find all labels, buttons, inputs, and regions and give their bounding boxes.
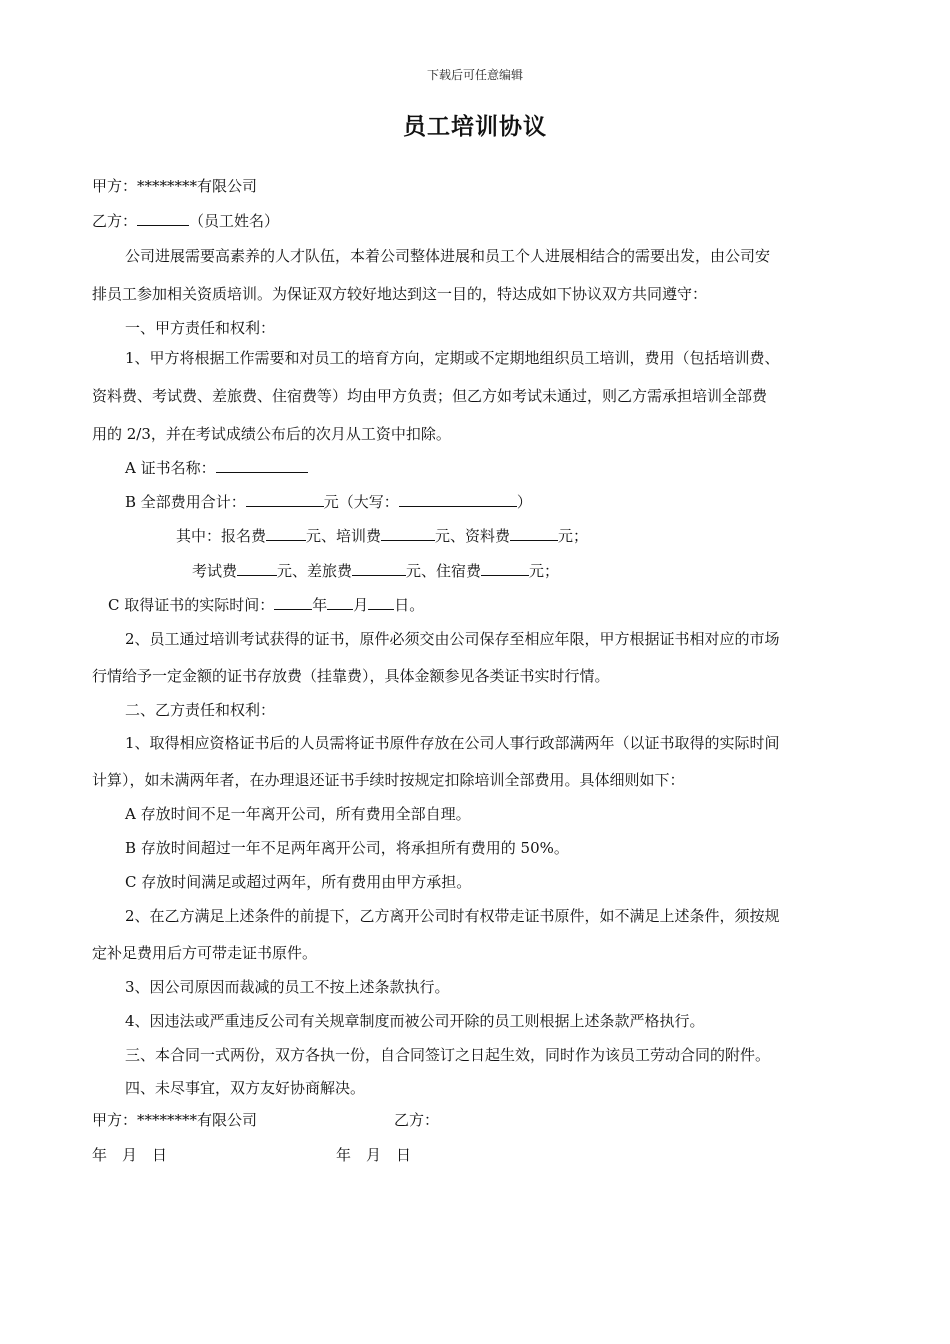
s2-item2-line-2: 定补足费用后方可带走证书原件。 — [92, 944, 318, 962]
cost-row-1 — [176, 526, 946, 546]
intro-line-1: 公司进展需要高素养的人才队伍，本着公司整体进展和员工个人进展相结合的需要出发，由公司安 — [125, 247, 771, 265]
total-cost-line — [125, 492, 895, 512]
s2-item1-line-1: 1、取得相应资格证书后的人员需将证书原件存放在公司人事行政部满两年（以证书取得的实际时间 — [125, 734, 780, 752]
year-label: 年 — [312, 596, 328, 614]
s2-item1-line-2: 计算），如未满两年者，在办理退还证书手续时按规定扣除培训全部费用。具体细则如下： — [92, 771, 685, 789]
date-party-b: 年 月 日 — [336, 1146, 412, 1164]
header-note: 下载后可任意编辑 — [426, 68, 523, 82]
travel-fee-blank — [352, 561, 406, 576]
total-cost-label: B 全部费用合计： — [125, 493, 246, 511]
section1-title: 一、甲方责任和权利： — [125, 319, 276, 337]
s2-item2-line-1: 2、在乙方满足上述条件的前提下，乙方离开公司时有权带走证书原件，如不满足上述条件，须按规 — [125, 907, 780, 925]
year-blank — [274, 595, 312, 610]
cost-row-2-end: 元； — [529, 562, 560, 580]
s2-rule-b: B 存放时间超过一年不足两年离开公司，将承担所有费用的 50%。 — [125, 839, 569, 857]
total-cost-blank — [246, 492, 324, 507]
party-a-line: 甲方：********有限公司 — [92, 177, 258, 195]
s1-item2-line-1: 2、员工通过培训考试获得的证书，原件必须交由公司保存至相应年限，甲方根据证书相对应的市场 — [125, 630, 780, 648]
month-blank — [327, 595, 353, 610]
total-cost-words-blank — [399, 492, 517, 507]
cert-name-line — [125, 458, 895, 478]
exam-fee-blank — [237, 561, 277, 576]
actual-time-label: C 取得证书的实际时间： — [108, 596, 275, 614]
exam-fee-label: 考试费 — [192, 562, 238, 580]
material-fee-label: 元、资料费 — [435, 527, 511, 545]
signature-party-a: 甲方：********有限公司 — [92, 1111, 258, 1129]
date-party-a: 年 月 日 — [92, 1146, 168, 1164]
training-fee-blank — [381, 526, 435, 541]
s2-item3: 3、因公司原因而裁减的员工不按上述条款执行。 — [125, 978, 450, 996]
actual-time-line — [108, 595, 878, 615]
signature-party-b: 乙方： — [394, 1111, 440, 1129]
training-fee-label: 元、培训费 — [306, 527, 382, 545]
lodging-fee-blank — [481, 561, 529, 576]
s2-rule-a: A 存放时间不足一年离开公司，所有费用全部自理。 — [125, 805, 471, 823]
cost-row-1-end: 元； — [558, 527, 589, 545]
section4: 四、未尽事宜，双方友好协商解决。 — [125, 1079, 366, 1097]
registration-fee-label: 其中：报名费 — [176, 527, 267, 545]
section3: 三、本合同一式两份，双方各执一份，自合同签订之日起生效，同时作为该员工劳动合同的附件。 — [125, 1046, 771, 1064]
registration-fee-blank — [266, 526, 306, 541]
section2-title: 二、乙方责任和权利： — [125, 701, 276, 719]
lodging-fee-label: 元、住宿费 — [406, 562, 482, 580]
s1-item1-line-1: 1、甲方将根据工作需要和对员工的培育方向，定期或不定期地组织员工培训，费用（包括培训费、 — [125, 349, 780, 367]
cert-name-blank — [216, 458, 308, 473]
party-b-name-blank — [137, 211, 189, 226]
s1-item1-line-2: 资料费、考试费、差旅费、住宿费等）均由甲方负责；但乙方如考试未通过，则乙方需承担培训全部费 — [92, 387, 768, 405]
day-label: 日。 — [394, 596, 425, 614]
intro-line-2: 排员工参加相关资质培训。为保证双方较好地达到这一目的，特达成如下协议双方共同遵守： — [92, 285, 708, 303]
cert-name-label: A 证书名称： — [125, 459, 216, 477]
month-label: 月 — [353, 596, 369, 614]
party-b-suffix: （员工姓名） — [189, 212, 280, 230]
document-title: 员工培训协议 — [403, 113, 547, 140]
s2-item4: 4、因违法或严重违反公司有关规章制度而被公司开除的员工则根据上述条款严格执行。 — [125, 1012, 705, 1030]
travel-fee-label: 元、差旅费 — [277, 562, 353, 580]
cost-row-2 — [192, 561, 950, 581]
total-cost-close: ） — [516, 493, 532, 511]
party-b-line — [92, 211, 862, 231]
material-fee-blank — [510, 526, 558, 541]
s1-item1-line-3: 用的 2/3，并在考试成绩公布后的次月从工资中扣除。 — [92, 425, 451, 443]
day-blank — [368, 595, 394, 610]
total-cost-unit: 元（大写： — [323, 493, 399, 511]
s2-rule-c: C 存放时间满足或超过两年，所有费用由甲方承担。 — [125, 873, 472, 891]
s1-item2-line-2: 行情给予一定金额的证书存放费（挂靠费），具体金额参见各类证书实时行情。 — [92, 667, 610, 685]
party-b-label: 乙方： — [92, 212, 138, 230]
